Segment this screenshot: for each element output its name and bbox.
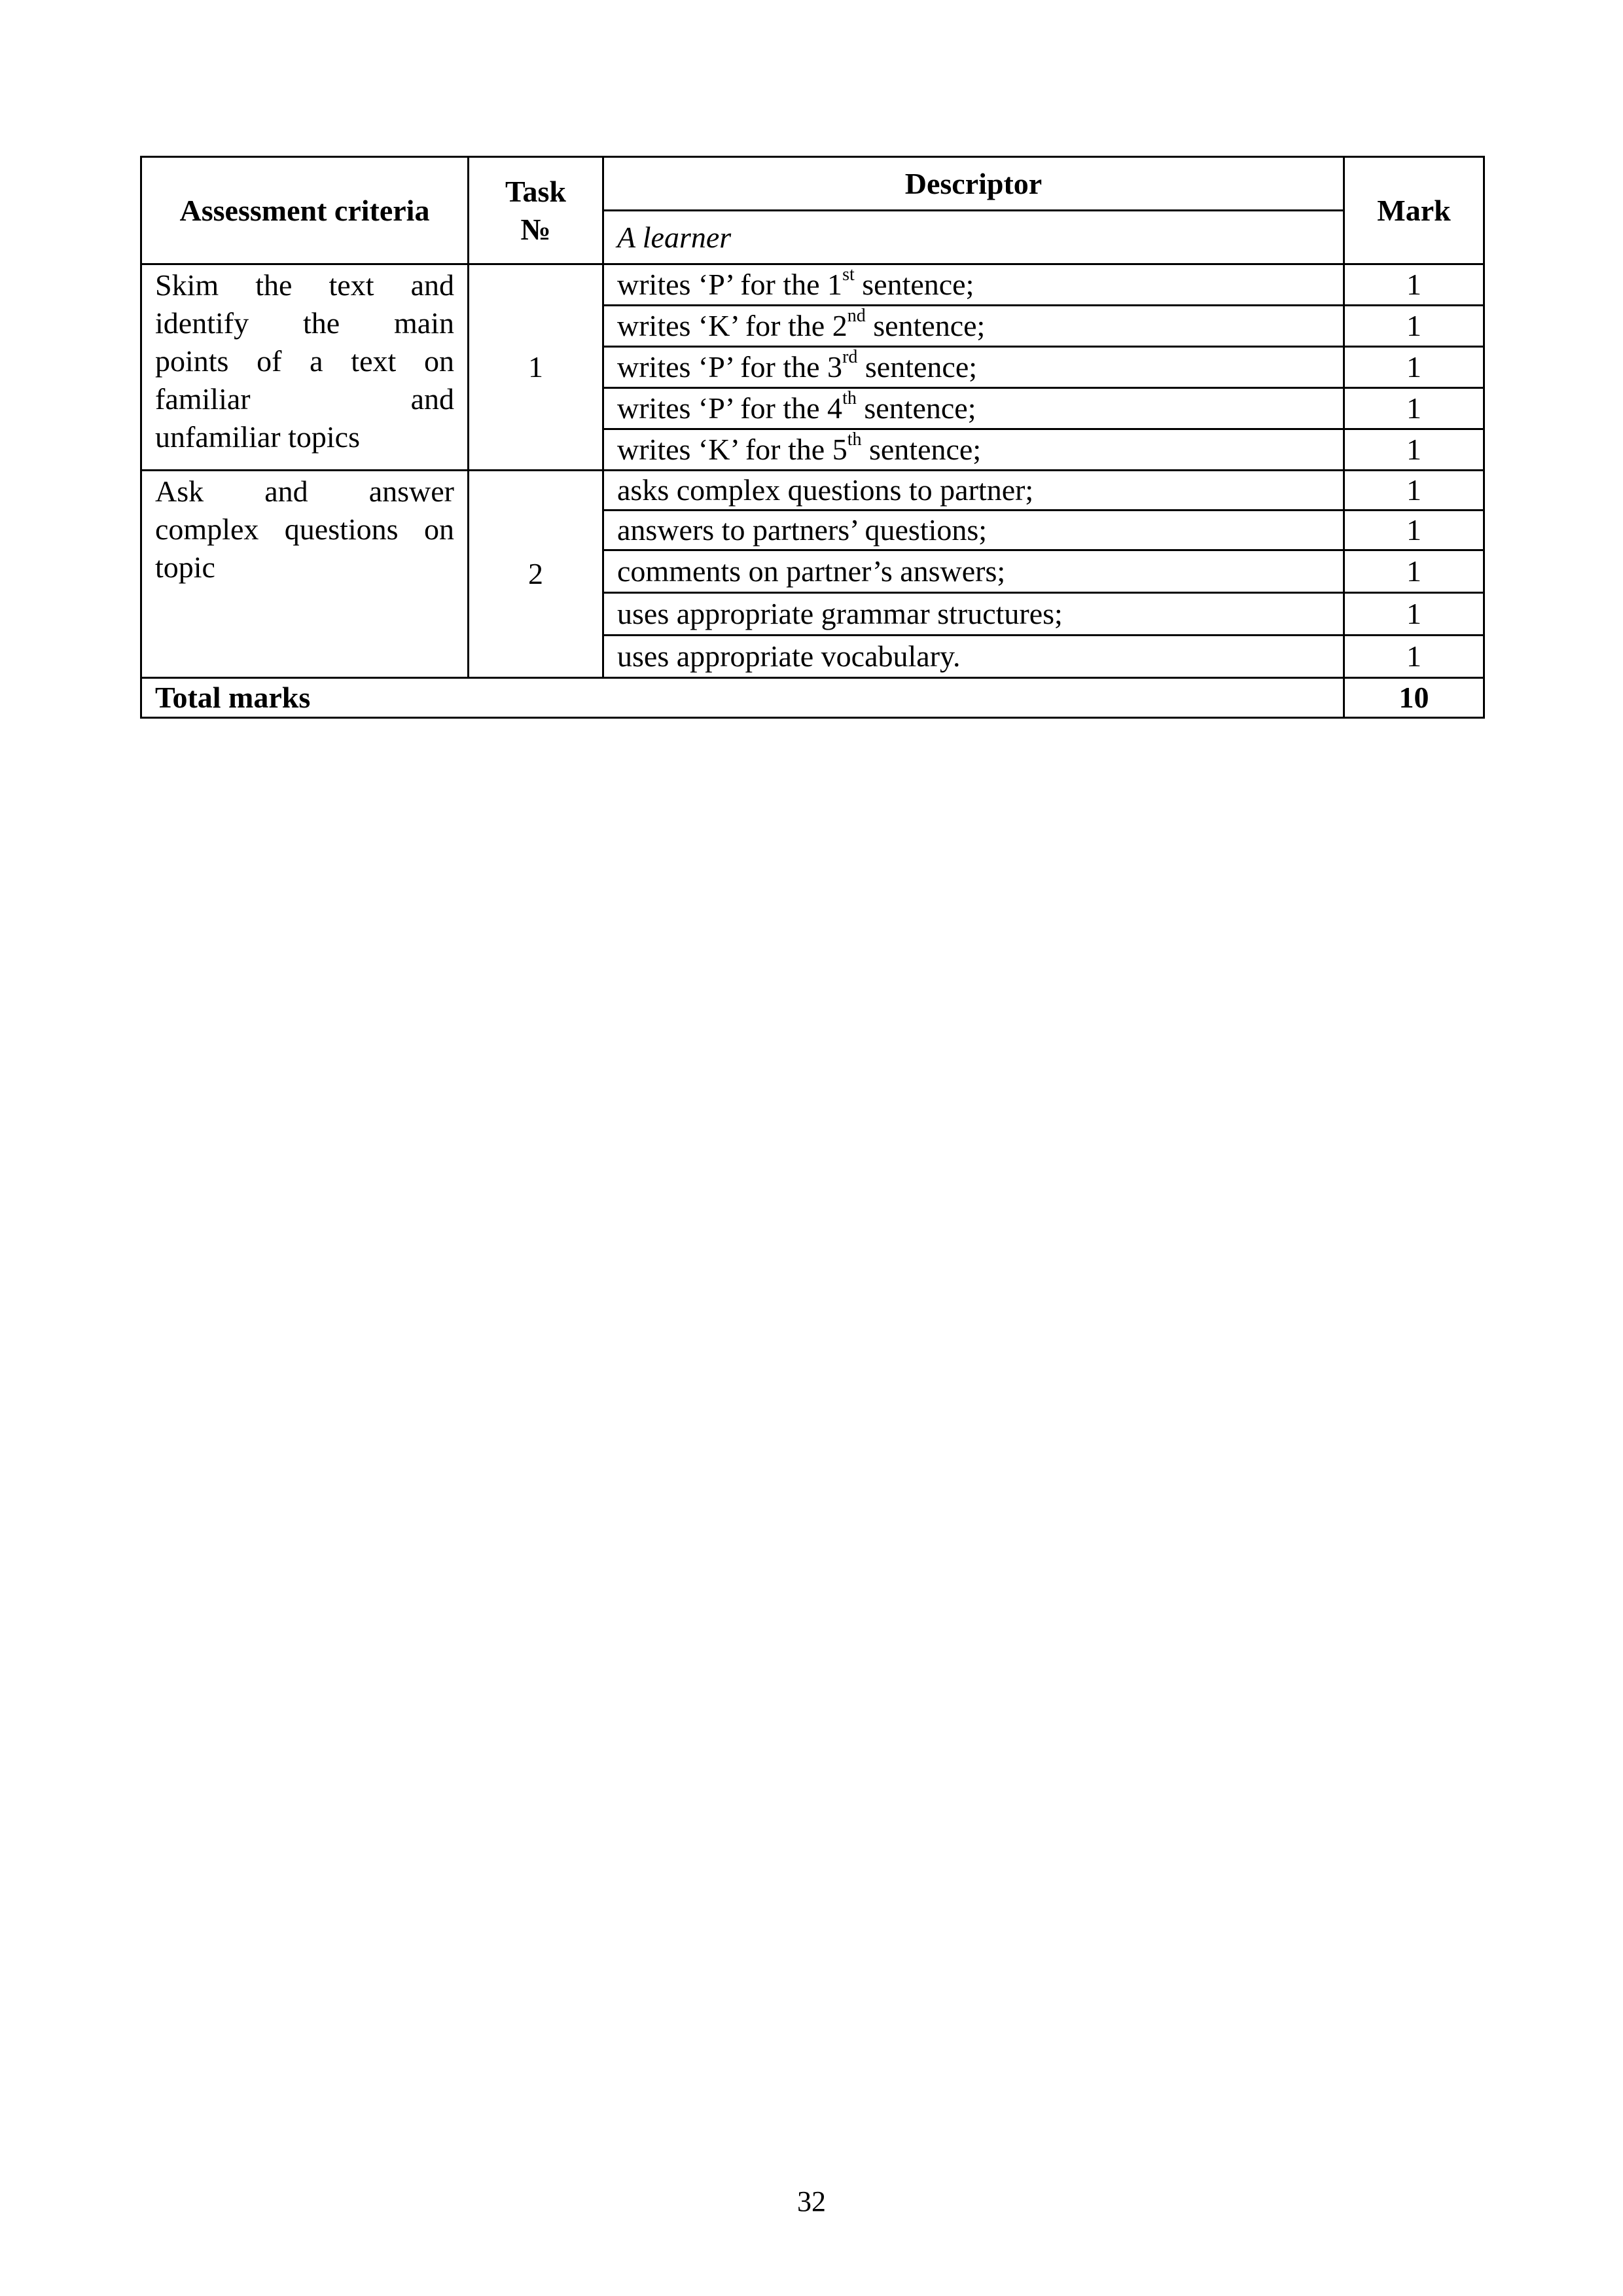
criteria-line: familiar and: [155, 382, 454, 416]
header-descriptor-learner: A learner: [603, 211, 1344, 264]
mark-cell: 1: [1344, 347, 1484, 388]
descriptor-cell: comments on partner’s answers;: [603, 550, 1344, 593]
mark-cell: 1: [1344, 636, 1484, 678]
mark-cell: 1: [1344, 511, 1484, 550]
criteria-cell-skim: [141, 264, 469, 471]
header-mark: Mark: [1344, 157, 1484, 264]
task-number-cell: 1: [469, 264, 603, 471]
criteria-cell-ask-answer: [141, 471, 469, 678]
total-marks-value: 10: [1344, 678, 1484, 718]
criteria-line: Skim the text and: [155, 268, 454, 302]
mark-cell: 1: [1344, 593, 1484, 636]
header-assessment-criteria: Assessment criteria: [141, 157, 469, 264]
criteria-line: complex questions on: [155, 512, 454, 546]
header-task-label: Task: [505, 174, 566, 208]
mark-cell: 1: [1344, 264, 1484, 306]
assessment-rubric-table: [140, 156, 1485, 719]
header-row: [141, 157, 1484, 211]
descriptor-cell: answers to partners’ questions;: [603, 511, 1344, 550]
descriptor-cell: writes ‘P’ for the 3rd sentence;: [603, 347, 1344, 388]
mark-cell: 1: [1344, 550, 1484, 593]
total-marks-label: Total marks: [141, 678, 1344, 718]
descriptor-cell: uses appropriate grammar structures;: [603, 593, 1344, 636]
criteria-line: points of a text on: [155, 344, 454, 378]
header-descriptor: Descriptor: [603, 157, 1344, 211]
criteria-line: Ask and answer: [155, 475, 454, 508]
table-row: [141, 264, 1484, 306]
page-number: 32: [797, 2185, 826, 2217]
mark-cell: 1: [1344, 471, 1484, 511]
criteria-line: topic: [155, 550, 215, 584]
criteria-line: identify the main: [155, 306, 454, 340]
total-row: [141, 678, 1484, 718]
descriptor-cell: asks complex questions to partner;: [603, 471, 1344, 511]
header-task-number-sign: №: [520, 212, 551, 246]
descriptor-cell: writes ‘K’ for the 2nd sentence;: [603, 306, 1344, 347]
table-row: [141, 471, 1484, 511]
criteria-line: unfamiliar topics: [155, 420, 360, 454]
mark-cell: 1: [1344, 388, 1484, 429]
descriptor-cell: writes ‘P’ for the 4th sentence;: [603, 388, 1344, 429]
header-task: [469, 157, 603, 264]
descriptor-cell: writes ‘K’ for the 5th sentence;: [603, 429, 1344, 471]
task-number-cell: 2: [469, 471, 603, 678]
mark-cell: 1: [1344, 306, 1484, 347]
mark-cell: 1: [1344, 429, 1484, 471]
descriptor-cell: writes ‘P’ for the 1st sentence;: [603, 264, 1344, 306]
descriptor-cell: uses appropriate vocabulary.: [603, 636, 1344, 678]
